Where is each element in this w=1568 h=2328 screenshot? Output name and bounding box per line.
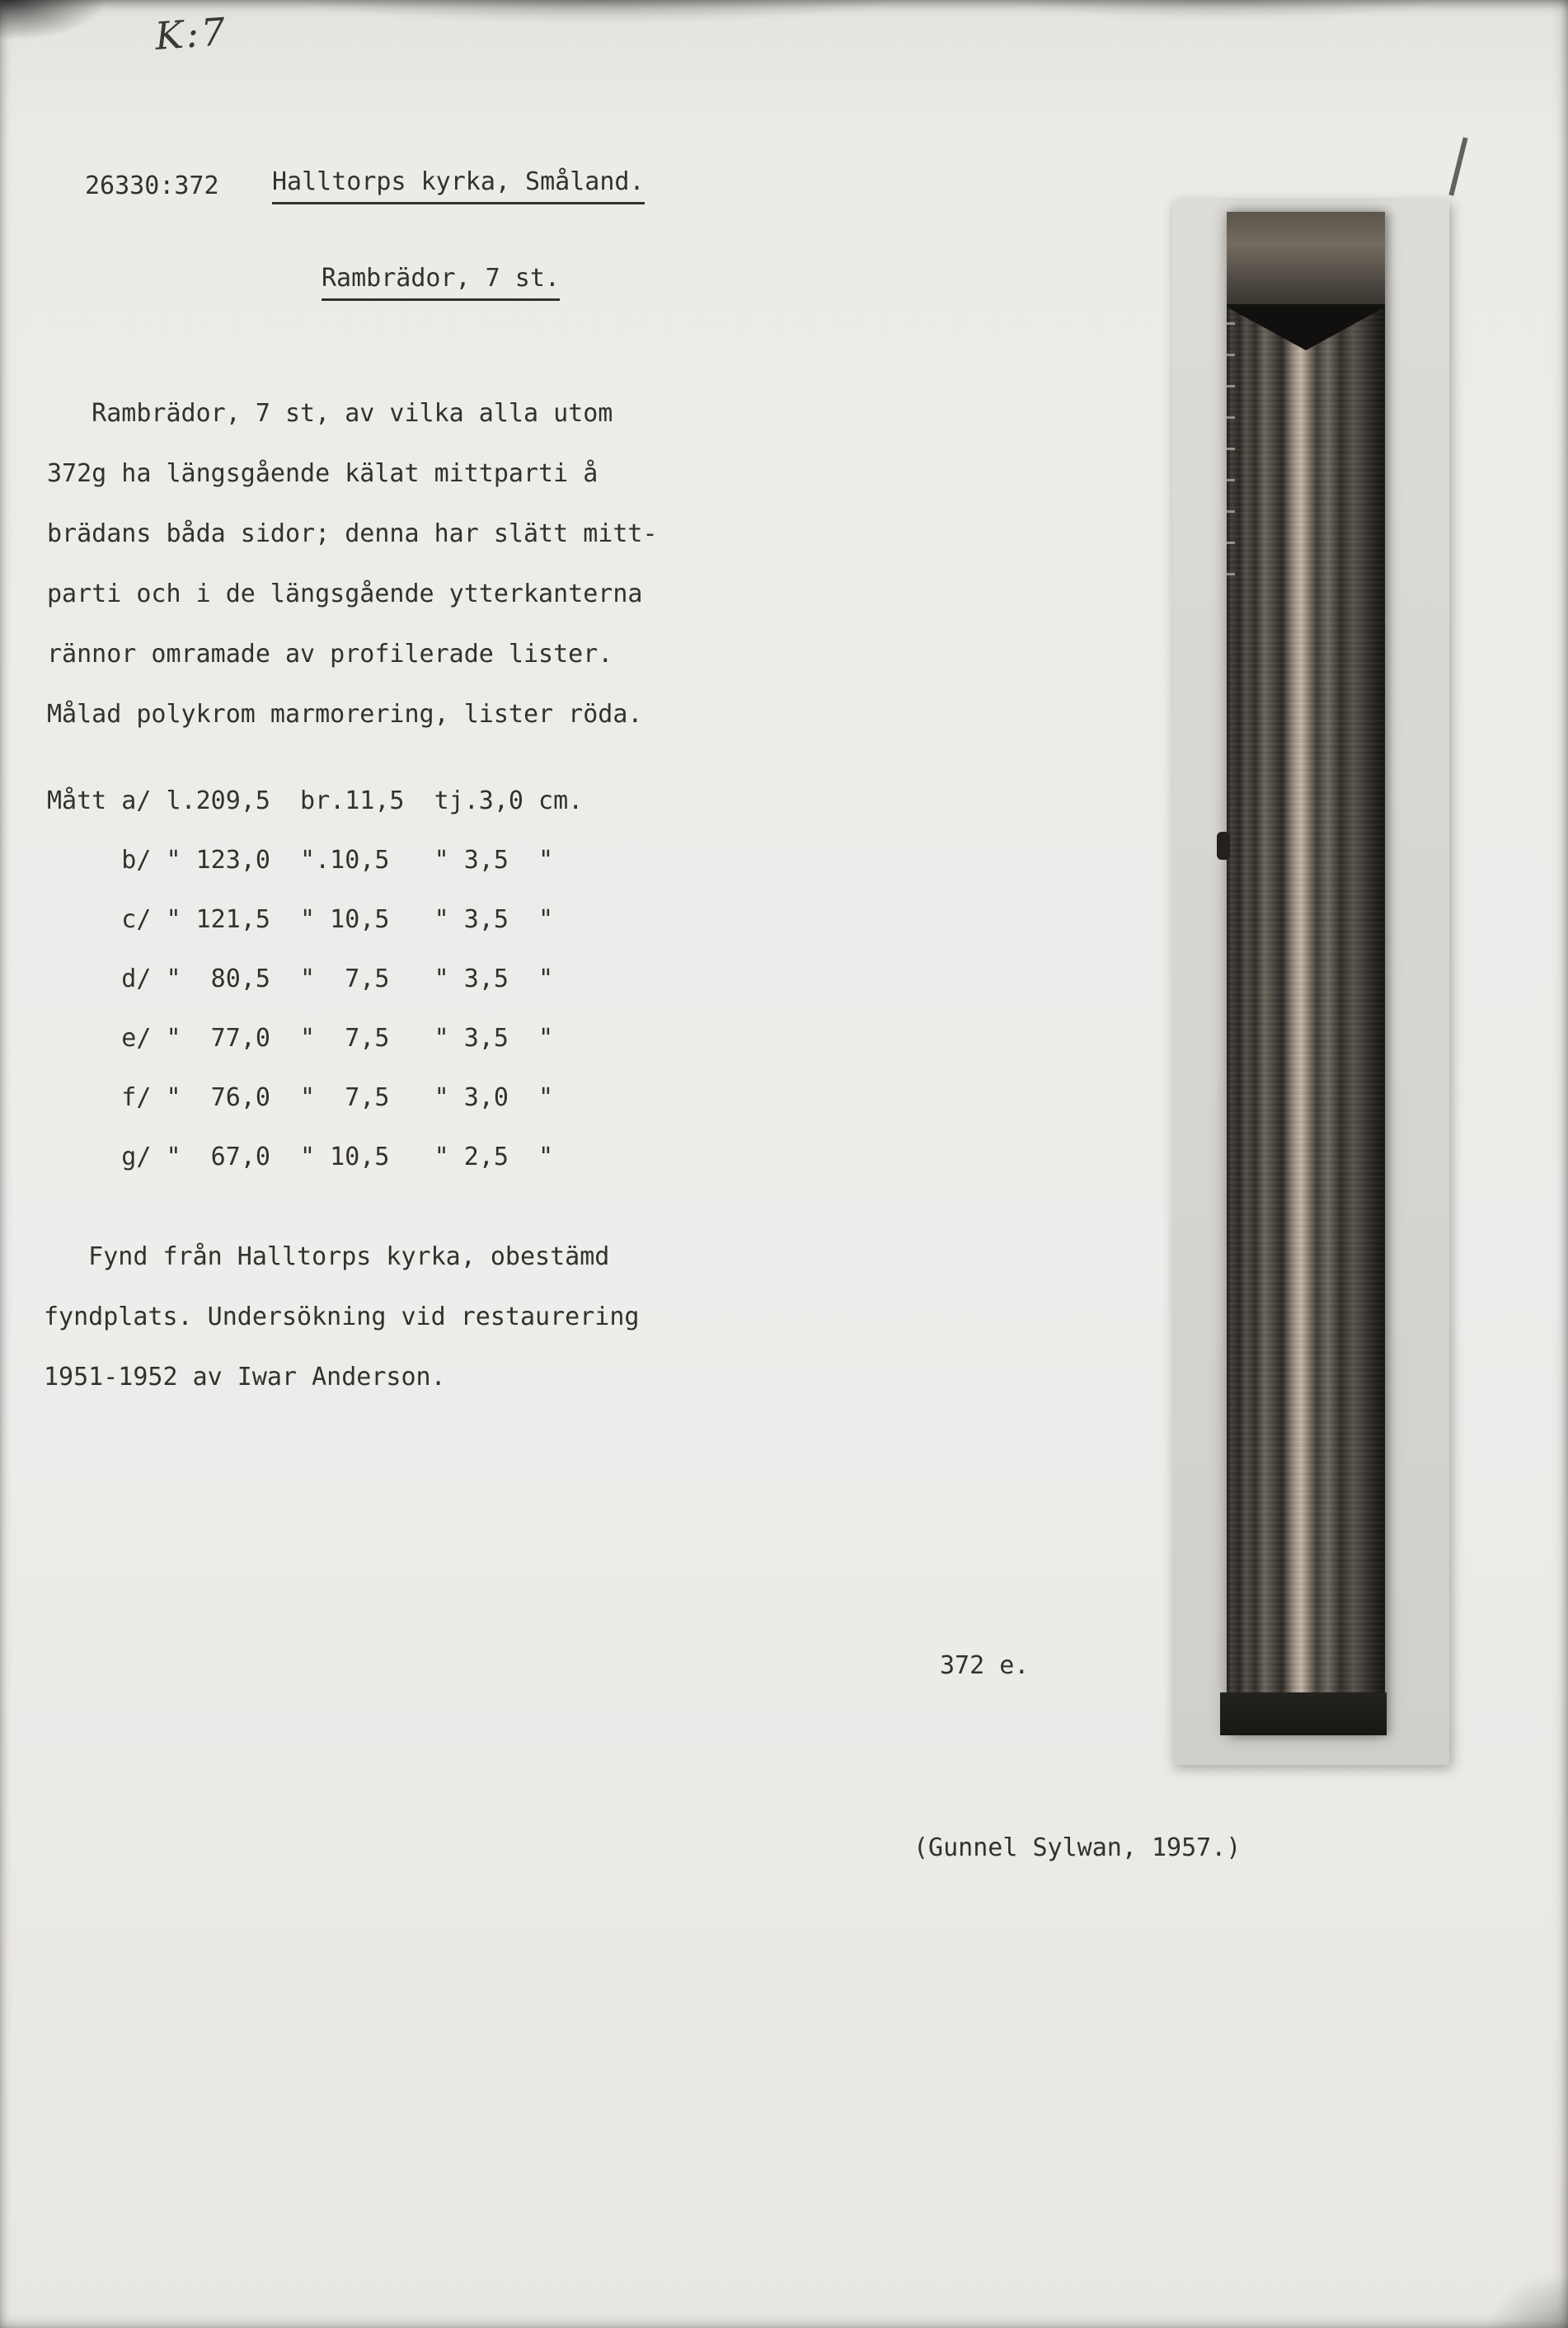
description-paragraph	[47, 383, 658, 744]
measurement-row: f/ " 76,0 " 7,5 " 3,0 "	[47, 1083, 554, 1112]
board-bottom-end	[1220, 1692, 1387, 1735]
description-line: brädans båda sidor; denna har slätt mitt-	[47, 519, 658, 548]
document-title-text: Halltorps kyrka, Småland.	[272, 167, 645, 204]
description-line: parti och i de längsgående ytterkanterna	[47, 580, 643, 608]
description-line: rännor omramade av profilerade lister.	[47, 640, 613, 669]
board-edge-chip	[1217, 832, 1230, 860]
measurement-row: Mått a/ l.209,5 br.11,5 tj.3,0 cm.	[47, 786, 584, 815]
find-note-line: Fynd från Halltorps kyrka, obestämd	[44, 1242, 610, 1271]
document-subtitle	[322, 264, 560, 301]
measurements-block	[47, 772, 583, 1187]
measurement-row: b/ " 123,0 ".10,5 " 3,5 "	[47, 846, 554, 875]
handwritten-note: K:7	[153, 8, 229, 59]
description-line: Målad polykrom marmorering, lister röda.	[47, 700, 643, 729]
find-note-paragraph	[44, 1227, 639, 1407]
photo-print	[1172, 200, 1449, 1765]
photo-caption: 372 e.	[940, 1651, 1030, 1680]
find-note-line: fyndplats. Undersökning vid restaurering	[44, 1302, 640, 1331]
attribution: (Gunnel Sylwan, 1957.)	[913, 1833, 1242, 1862]
measurement-row: c/ " 121,5 " 10,5 " 3,5 "	[47, 905, 554, 934]
wooden-board-photo	[1227, 212, 1385, 1735]
description-line: 372g ha längsgående kälat mittparti å	[47, 459, 599, 488]
scan-mark	[1448, 137, 1467, 195]
description-line: Rambrädor, 7 st, av vilka alla utom	[47, 399, 613, 428]
board-top-end	[1227, 212, 1385, 307]
document-title	[272, 167, 645, 204]
measurement-row: d/ " 80,5 " 7,5 " 3,5 "	[47, 965, 554, 993]
board-chamfer-notch	[1228, 307, 1384, 350]
document-subtitle-text: Rambrädor, 7 st.	[322, 264, 560, 301]
measurement-row: g/ " 67,0 " 10,5 " 2,5 "	[47, 1143, 554, 1171]
find-note-line: 1951-1952 av Iwar Anderson.	[44, 1363, 446, 1392]
catalog-number: 26330:372	[85, 171, 219, 200]
measurement-row: e/ " 77,0 " 7,5 " 3,5 "	[47, 1024, 554, 1053]
